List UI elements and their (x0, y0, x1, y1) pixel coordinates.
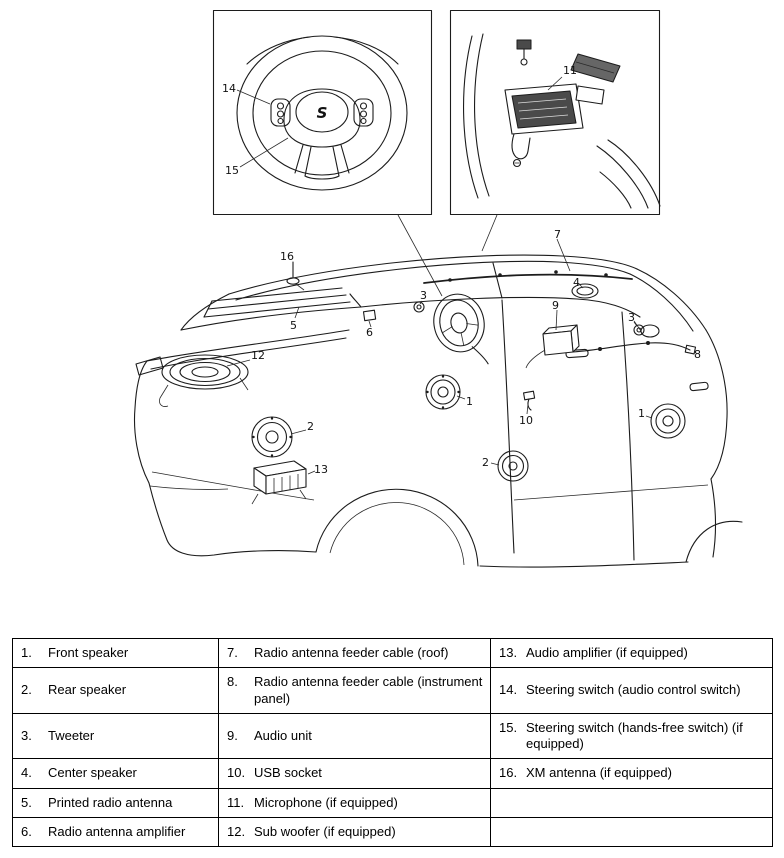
part-description: Audio amplifier (if equipped) (526, 645, 688, 660)
visor-clip (517, 40, 531, 49)
table-cell (13, 668, 219, 714)
callout-3-left: 3 (420, 289, 427, 302)
part-number: 7. (227, 645, 238, 660)
instrument-panel-feeder-cable (573, 341, 701, 361)
part-number: 9. (227, 727, 238, 743)
table-row (13, 639, 773, 668)
table-cell (219, 668, 491, 714)
table-cell-empty (491, 788, 773, 817)
part-number: 2. (21, 682, 32, 698)
inset-left-pointer (398, 215, 442, 296)
part-number: 12. (227, 823, 246, 839)
steering-wheel-in-car (429, 289, 494, 373)
inset-right-pointer (482, 215, 497, 251)
table-cell (491, 639, 773, 668)
callout-16: 16 (280, 250, 294, 263)
callout-3-right: 3 (628, 311, 635, 324)
part-description: USB socket (254, 765, 322, 781)
part-description: XM antenna (if equipped) (526, 765, 672, 781)
part-number: 3. (21, 727, 32, 743)
callout-15: 15 (225, 164, 239, 177)
brand-logo: S (316, 104, 328, 122)
part-number: 4. (21, 765, 32, 781)
part-description: Printed radio antenna (48, 794, 173, 810)
table-cell (13, 639, 219, 668)
callout-12: 12 (251, 349, 265, 362)
table-row (13, 668, 773, 714)
callout-1-left: 1 (466, 395, 473, 408)
callout-2-left: 2 (307, 420, 314, 433)
table-row (13, 713, 773, 759)
table-cell (491, 713, 773, 759)
rear-speaker-right (482, 451, 528, 481)
callout-4: 4 (573, 276, 580, 289)
b-pillar (493, 263, 502, 298)
part-description: Center speaker (48, 765, 137, 781)
front-speaker-left (426, 375, 473, 409)
callout-14: 14 (222, 82, 236, 95)
callout-7: 7 (554, 228, 561, 241)
callout-5: 5 (290, 319, 297, 332)
callout-10: 10 (519, 414, 533, 427)
table-cell-empty (491, 817, 773, 846)
rear-wheel-arch (316, 489, 478, 566)
callout-8: 8 (694, 348, 701, 361)
part-description: Front speaker (48, 645, 129, 660)
parts-table (12, 638, 773, 847)
part-description: Microphone (if equipped) (254, 794, 398, 810)
table-row (13, 817, 773, 846)
part-description: Audio unit (254, 727, 312, 743)
callout-11: 11 (563, 64, 577, 77)
tail-lamp (136, 357, 163, 375)
table-cell (13, 759, 219, 788)
audio-amplifier (252, 461, 328, 504)
table-cell (13, 788, 219, 817)
part-number: 14. (499, 682, 518, 698)
part-number: 10. (227, 765, 246, 781)
part-description: Radio antenna feeder cable (roof) (254, 645, 449, 660)
part-description: Sub woofer (if equipped) (254, 823, 396, 839)
steering-wheel-inset (214, 11, 432, 215)
part-number: 11. (227, 794, 245, 810)
callout-13: 13 (314, 463, 328, 476)
tweeter-left (414, 289, 427, 312)
table-row (13, 788, 773, 817)
door-handle-front (690, 382, 709, 391)
table-cell (219, 759, 491, 788)
callout-6: 6 (366, 326, 373, 339)
table-cell (491, 759, 773, 788)
part-number: 8. (227, 674, 238, 690)
part-description: Rear speaker (48, 682, 127, 698)
table-cell (13, 817, 219, 846)
part-number: 6. (21, 823, 32, 839)
table-cell (219, 639, 491, 668)
part-number: 13. (499, 645, 518, 660)
part-description: Tweeter (48, 727, 95, 743)
part-number: 5. (21, 794, 32, 810)
table-cell (219, 713, 491, 759)
center-speaker (572, 276, 598, 298)
part-description: Steering switch (hands-free switch) (if equipped) (526, 719, 743, 751)
callout-9: 9 (552, 299, 559, 312)
part-description: Steering switch (audio control switch) (526, 682, 741, 698)
part-number: 1. (21, 645, 32, 660)
table-cell (13, 713, 219, 759)
callout-1-right: 1 (638, 407, 645, 420)
callout-2-right: 2 (482, 456, 489, 469)
table-row (13, 759, 773, 788)
part-number: 15. (499, 719, 518, 735)
part-description: Radio antenna amplifier (48, 823, 186, 839)
table-cell (219, 788, 491, 817)
part-number: 16. (499, 765, 518, 781)
table-cell (219, 817, 491, 846)
rear-speaker-left (252, 417, 314, 457)
car-outline (135, 255, 742, 567)
table-cell (491, 668, 773, 714)
front-speaker-right (638, 404, 685, 438)
part-description: Radio antenna feeder cable (instrument panel) (254, 674, 483, 706)
usb-socket (519, 391, 535, 427)
radio-antenna-amplifier (363, 310, 375, 339)
overhead-console-inset (451, 11, 661, 215)
